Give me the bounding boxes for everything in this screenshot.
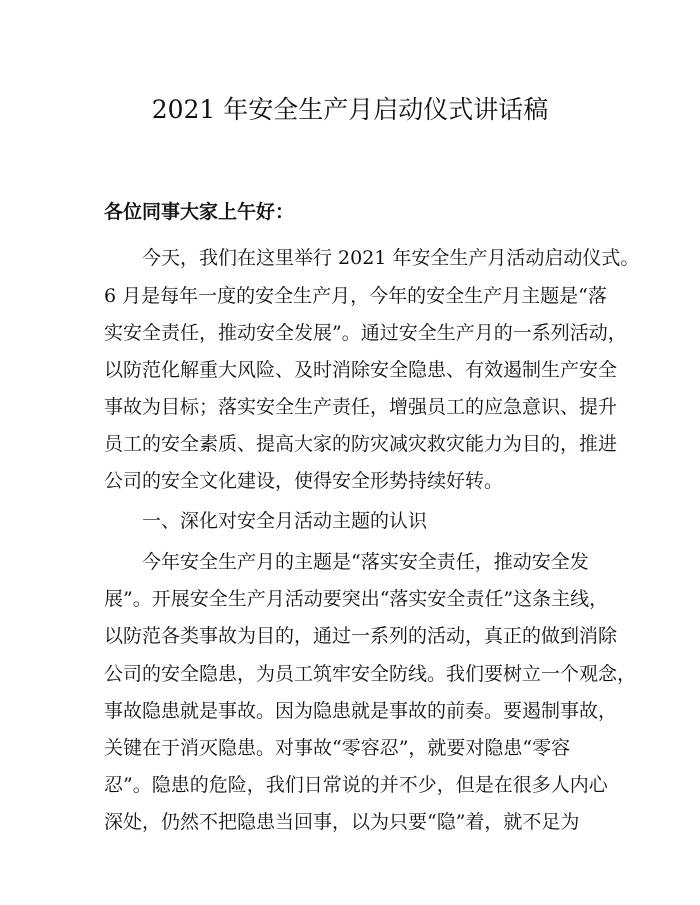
paragraph-line: 6 月是每年一度的安全生产月，今年的安全生产月主题是“落: [104, 285, 607, 307]
paragraph-line: 以防范各类事故为目的，通过一系列的活动，真正的做到消除: [104, 625, 618, 647]
paragraph-line: 公司的安全隐患，为员工筑牢安全防线。我们要树立一个观念，: [104, 663, 637, 685]
paragraph-line: 实安全责任，推动安全发展”。通过安全生产月的一系列活动，: [104, 322, 627, 344]
document-title: 2021 年安全生产月启动仪式讲话稿: [151, 95, 549, 124]
paragraph-line: 今天，我们在这里举行 2021 年安全生产月活动启动仪式。: [142, 247, 640, 269]
section-heading: 一、深化对安全月活动主题的认识: [142, 510, 428, 532]
paragraph-line: 今年安全生产月的主题是“落实安全责任，推动安全发: [142, 551, 589, 573]
paragraph-line: 忍”。隐患的危险，我们日常说的并不少，但是在很多人内心: [104, 774, 608, 796]
greeting-line: 各位同事大家上午好：: [104, 201, 295, 223]
paragraph-line: 员工的安全素质、提高大家的防灾减灾救灾能力为目的，推进: [104, 433, 618, 455]
paragraph-line: 事故隐患就是事故。因为隐患就是事故的前奏。要遏制事故，: [104, 700, 618, 722]
paragraph-line: 以防范化解重大风险、及时消除安全隐患、有效遏制生产安全: [104, 359, 618, 381]
paragraph-line: 事故为目标；落实安全生产责任，增强员工的应急意识、提升: [104, 396, 618, 418]
paragraph-line: 深处，仍然不把隐患当回事，以为只要“隐”着，就不足为: [104, 811, 580, 833]
paragraph-line: 展”。开展安全生产月活动要突出“落实安全责任”这条主线，: [104, 588, 609, 610]
paragraph-line: 公司的安全文化建设，使得安全形势持续好转。: [104, 470, 504, 492]
paragraph-line: 关键在于消灭隐患。对事故“零容忍”，就要对隐患“零容: [104, 737, 571, 759]
